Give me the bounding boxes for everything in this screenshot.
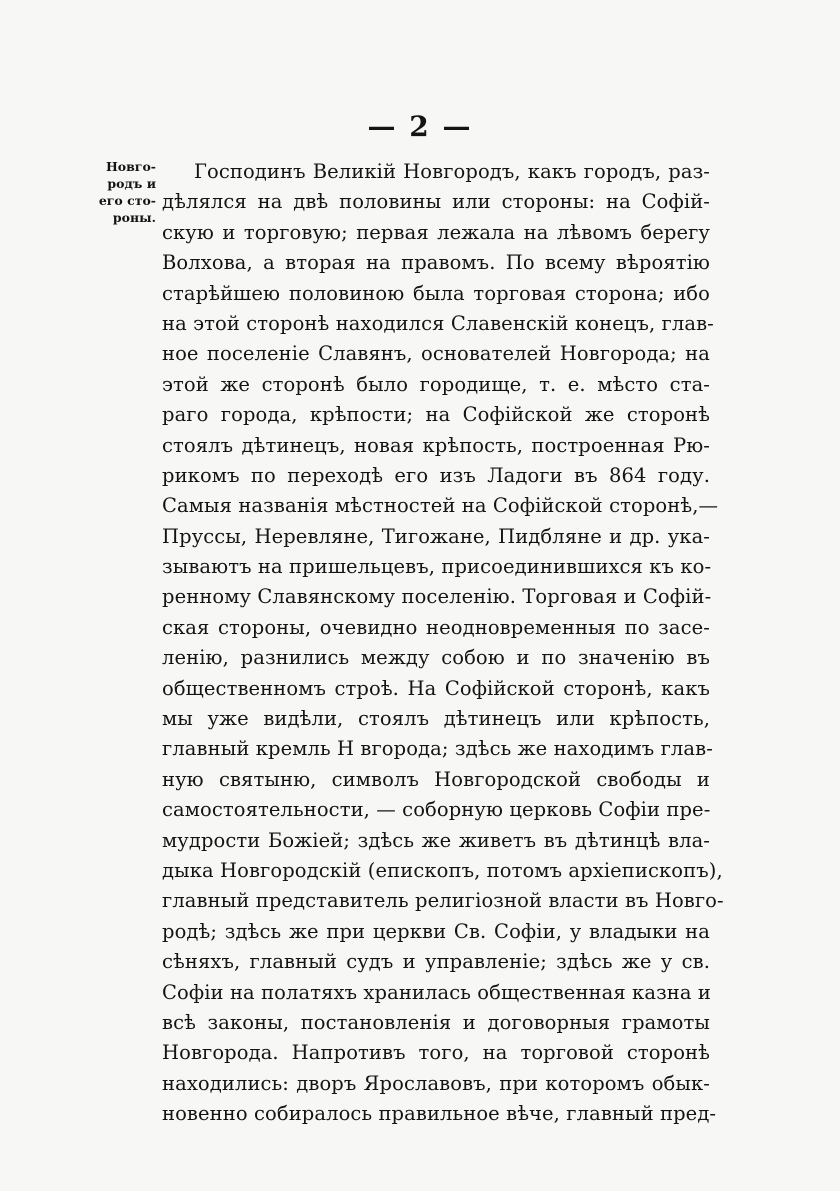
text-line: мы уже видѣли, стоялъ дѣтинецъ или крѣпость,	[162, 707, 710, 731]
text-line: Софіи на полатяхъ хранилась общественная казна и	[162, 980, 712, 1004]
text-line: ную святыню, символъ Новгородской свободы и	[162, 767, 710, 791]
text-line: Волхова, а вторая на правомъ. По всему вѣроятію	[162, 251, 710, 275]
text-line: скую и торговую; первая лежала на лѣвомъ берегу	[162, 220, 710, 244]
margin-note	[82, 158, 156, 226]
text-line: Самыя названія мѣстностей на Софійской сторонѣ,—	[162, 494, 719, 518]
text-line: Пруссы, Неревляне, Тигожане, Пидбляне и др. ука-	[162, 524, 710, 548]
body-text	[162, 157, 724, 1130]
text-line: зываютъ на пришельцевъ, присоединившихся къ ко-	[162, 555, 712, 579]
text-line: ное поселеніе Славянъ, основателей Новгорода; на	[162, 342, 710, 366]
text-line: ская стороны, очевидно неодновременныя по засе-	[162, 615, 710, 639]
margin-note-line: роны.	[112, 210, 156, 225]
text-line: самостоятельности, — соборную церковь Софіи пре-	[162, 798, 711, 822]
text-line: родѣ; здѣсь же при церкви Св. Софіи, у владыки на	[162, 919, 710, 943]
margin-note-line: его сто-	[98, 193, 156, 208]
text-line: старѣйшею половиною была торговая сторона; ибо	[162, 281, 710, 305]
text-line: сѣняхъ, главный судъ и управленіе; здѣсь же у св.	[162, 950, 710, 974]
text-line: рикомъ по переходѣ его изъ Ладоги въ 864 году.	[162, 463, 710, 487]
text-line: новенно собиралось правильное вѣче, главный пред-	[162, 1102, 717, 1126]
text-line: дыка Новгородскій (епископъ, потомъ архіепископъ),	[162, 858, 723, 882]
text-line: Новгорода. Напротивъ того, на торговой сторонѣ	[162, 1041, 710, 1065]
text-line: раго города, крѣпости; на Софійской же сторонѣ	[162, 403, 710, 427]
text-line: находились: дворъ Ярославовъ, при которомъ обык-	[162, 1071, 710, 1095]
text-line: всѣ законы, постановленія и договорныя грамоты	[162, 1010, 710, 1034]
margin-note-line: Новго-	[105, 159, 156, 174]
text-line: Господинъ Великій Новгородъ, какъ городъ, раз-	[194, 160, 710, 183]
text-line: на этой сторонѣ находился Славенскій конецъ, глав-	[162, 311, 714, 335]
text-line: общественномъ строѣ. На Софійской сторонѣ, какъ	[162, 676, 710, 700]
text-line: главный представитель религіозной власти въ Новго-	[162, 889, 724, 913]
margin-note-line: родъ и	[107, 176, 156, 191]
text-line: дѣлялся на двѣ половины или стороны: на Софій-	[162, 190, 710, 214]
text-line: стоялъ дѣтинецъ, новая крѣпость, построенная Рю-	[162, 433, 710, 457]
text-line: мудрости Божіей; здѣсь же живетъ въ дѣтинцѣ вла-	[162, 828, 710, 852]
page-number: — 2 —	[367, 110, 473, 143]
text-line: этой же сторонѣ было городище, т. е. мѣсто ста-	[162, 372, 710, 396]
text-line: главный кремль Н вгорода; здѣсь же находимъ глав-	[162, 737, 713, 761]
text-line: ленію, разнились между собою и по значенію въ	[162, 646, 710, 670]
text-line: ренному Славянскому поселенію. Торговая и Софій-	[162, 585, 712, 609]
